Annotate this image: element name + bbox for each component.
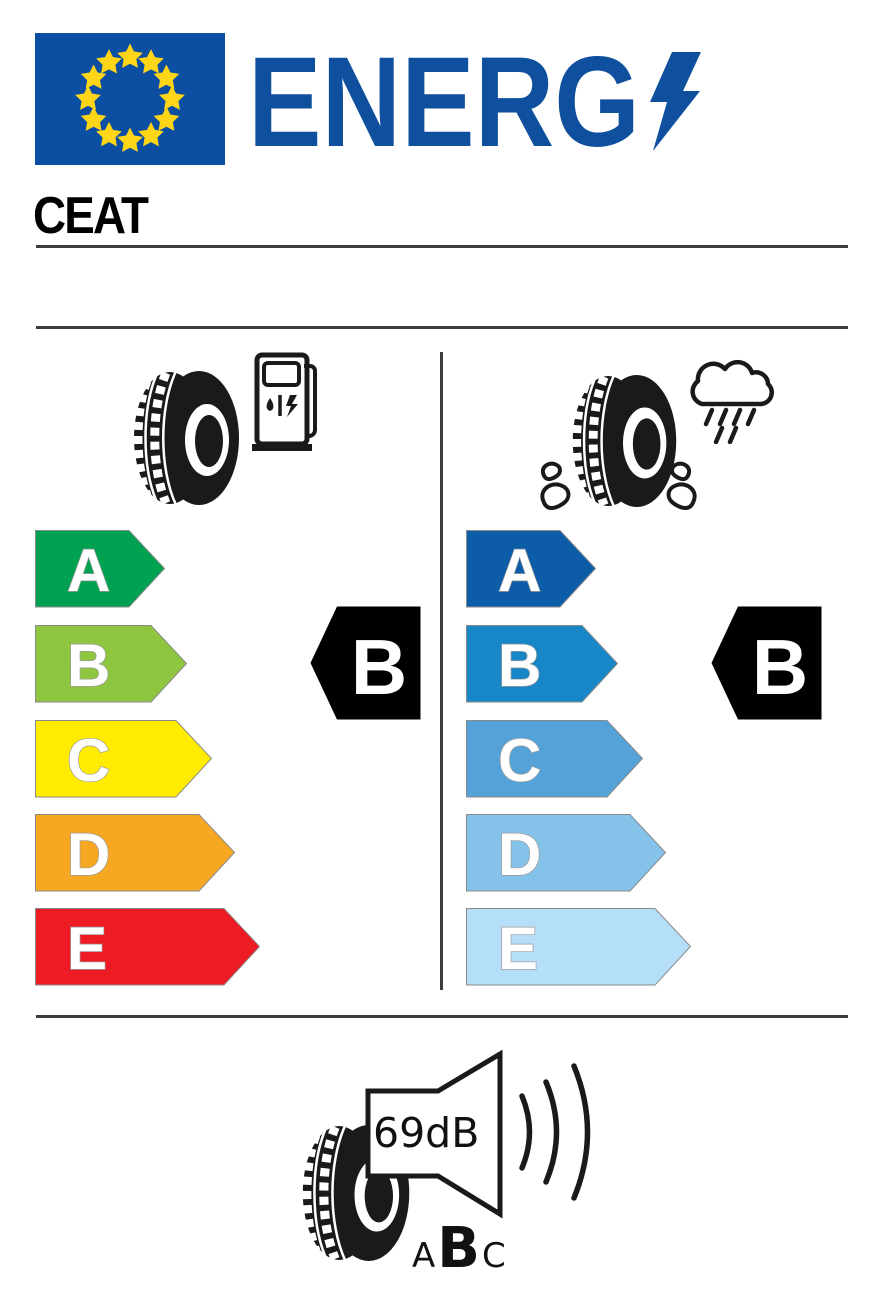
fuel-class-bar-b-shape: [36, 626, 187, 703]
section-divider: [440, 352, 443, 990]
noise-class-b-selected: B: [437, 1216, 481, 1281]
fuel-class-bar-d: [35, 814, 236, 892]
noise-value: 69dB: [373, 1109, 480, 1157]
fuel-rating-value: B: [350, 623, 408, 711]
wet-class-bar-e-label: E: [498, 915, 539, 982]
wet-class-bar-c: [466, 720, 644, 798]
fuel-pump-icon: [246, 348, 326, 452]
speaker-icon: [360, 1046, 508, 1222]
energy-logo: [246, 44, 726, 164]
energy-logo-text: ENERG: [248, 44, 640, 164]
rain-cloud-icon: [678, 346, 784, 444]
fuel-rating-indicator: [310, 606, 421, 720]
fuel-class-bar-c-label: C: [67, 727, 111, 794]
eu-flag-icon: [35, 33, 225, 165]
wet-class-bar-e: [466, 908, 692, 986]
fuel-class-bar-d-shape: [36, 815, 235, 892]
rule-middle: [36, 326, 848, 329]
wet-class-bar-d: [466, 814, 667, 892]
brand-name: CEAT: [33, 187, 148, 245]
wet-class-bar-b: [466, 625, 619, 703]
fuel-class-bar-b-label: B: [67, 632, 111, 699]
wet-class-bar-d-label: D: [498, 821, 542, 888]
water-splash-icon: [538, 455, 718, 517]
noise-class-scale: [412, 1216, 507, 1281]
fuel-class-bar-b: [35, 625, 188, 703]
fuel-class-bar-c: [35, 720, 213, 798]
fuel-class-bar-e: [35, 908, 261, 986]
wet-rating-value: B: [751, 623, 809, 711]
rule-bottom: [36, 1015, 848, 1018]
tire-icon-fuel: [130, 368, 240, 508]
noise-class-a: A: [412, 1236, 437, 1276]
wet-class-bar-a: [466, 530, 597, 608]
wet-class-bar-d-shape: [467, 815, 666, 892]
wet-class-bar-a-label: A: [498, 537, 542, 604]
wet-class-bar-b-shape: [467, 626, 618, 703]
wet-rating-indicator: [711, 606, 822, 720]
sound-waves-icon: [512, 1058, 597, 1206]
lightning-bolt-icon: [650, 52, 701, 151]
rule-top: [36, 245, 848, 248]
wet-class-bar-c-label: C: [498, 727, 542, 794]
fuel-class-bar-a: [35, 530, 166, 608]
rain-drops: [706, 410, 754, 442]
fuel-class-bar-c-shape: [36, 721, 212, 798]
fuel-class-bar-a-label: A: [67, 537, 111, 604]
fuel-class-bar-e-label: E: [67, 915, 108, 982]
wet-class-bar-c-shape: [467, 721, 643, 798]
wet-class-bar-b-label: B: [498, 632, 542, 699]
noise-class-c: C: [481, 1236, 507, 1276]
fuel-class-bar-d-label: D: [67, 821, 111, 888]
